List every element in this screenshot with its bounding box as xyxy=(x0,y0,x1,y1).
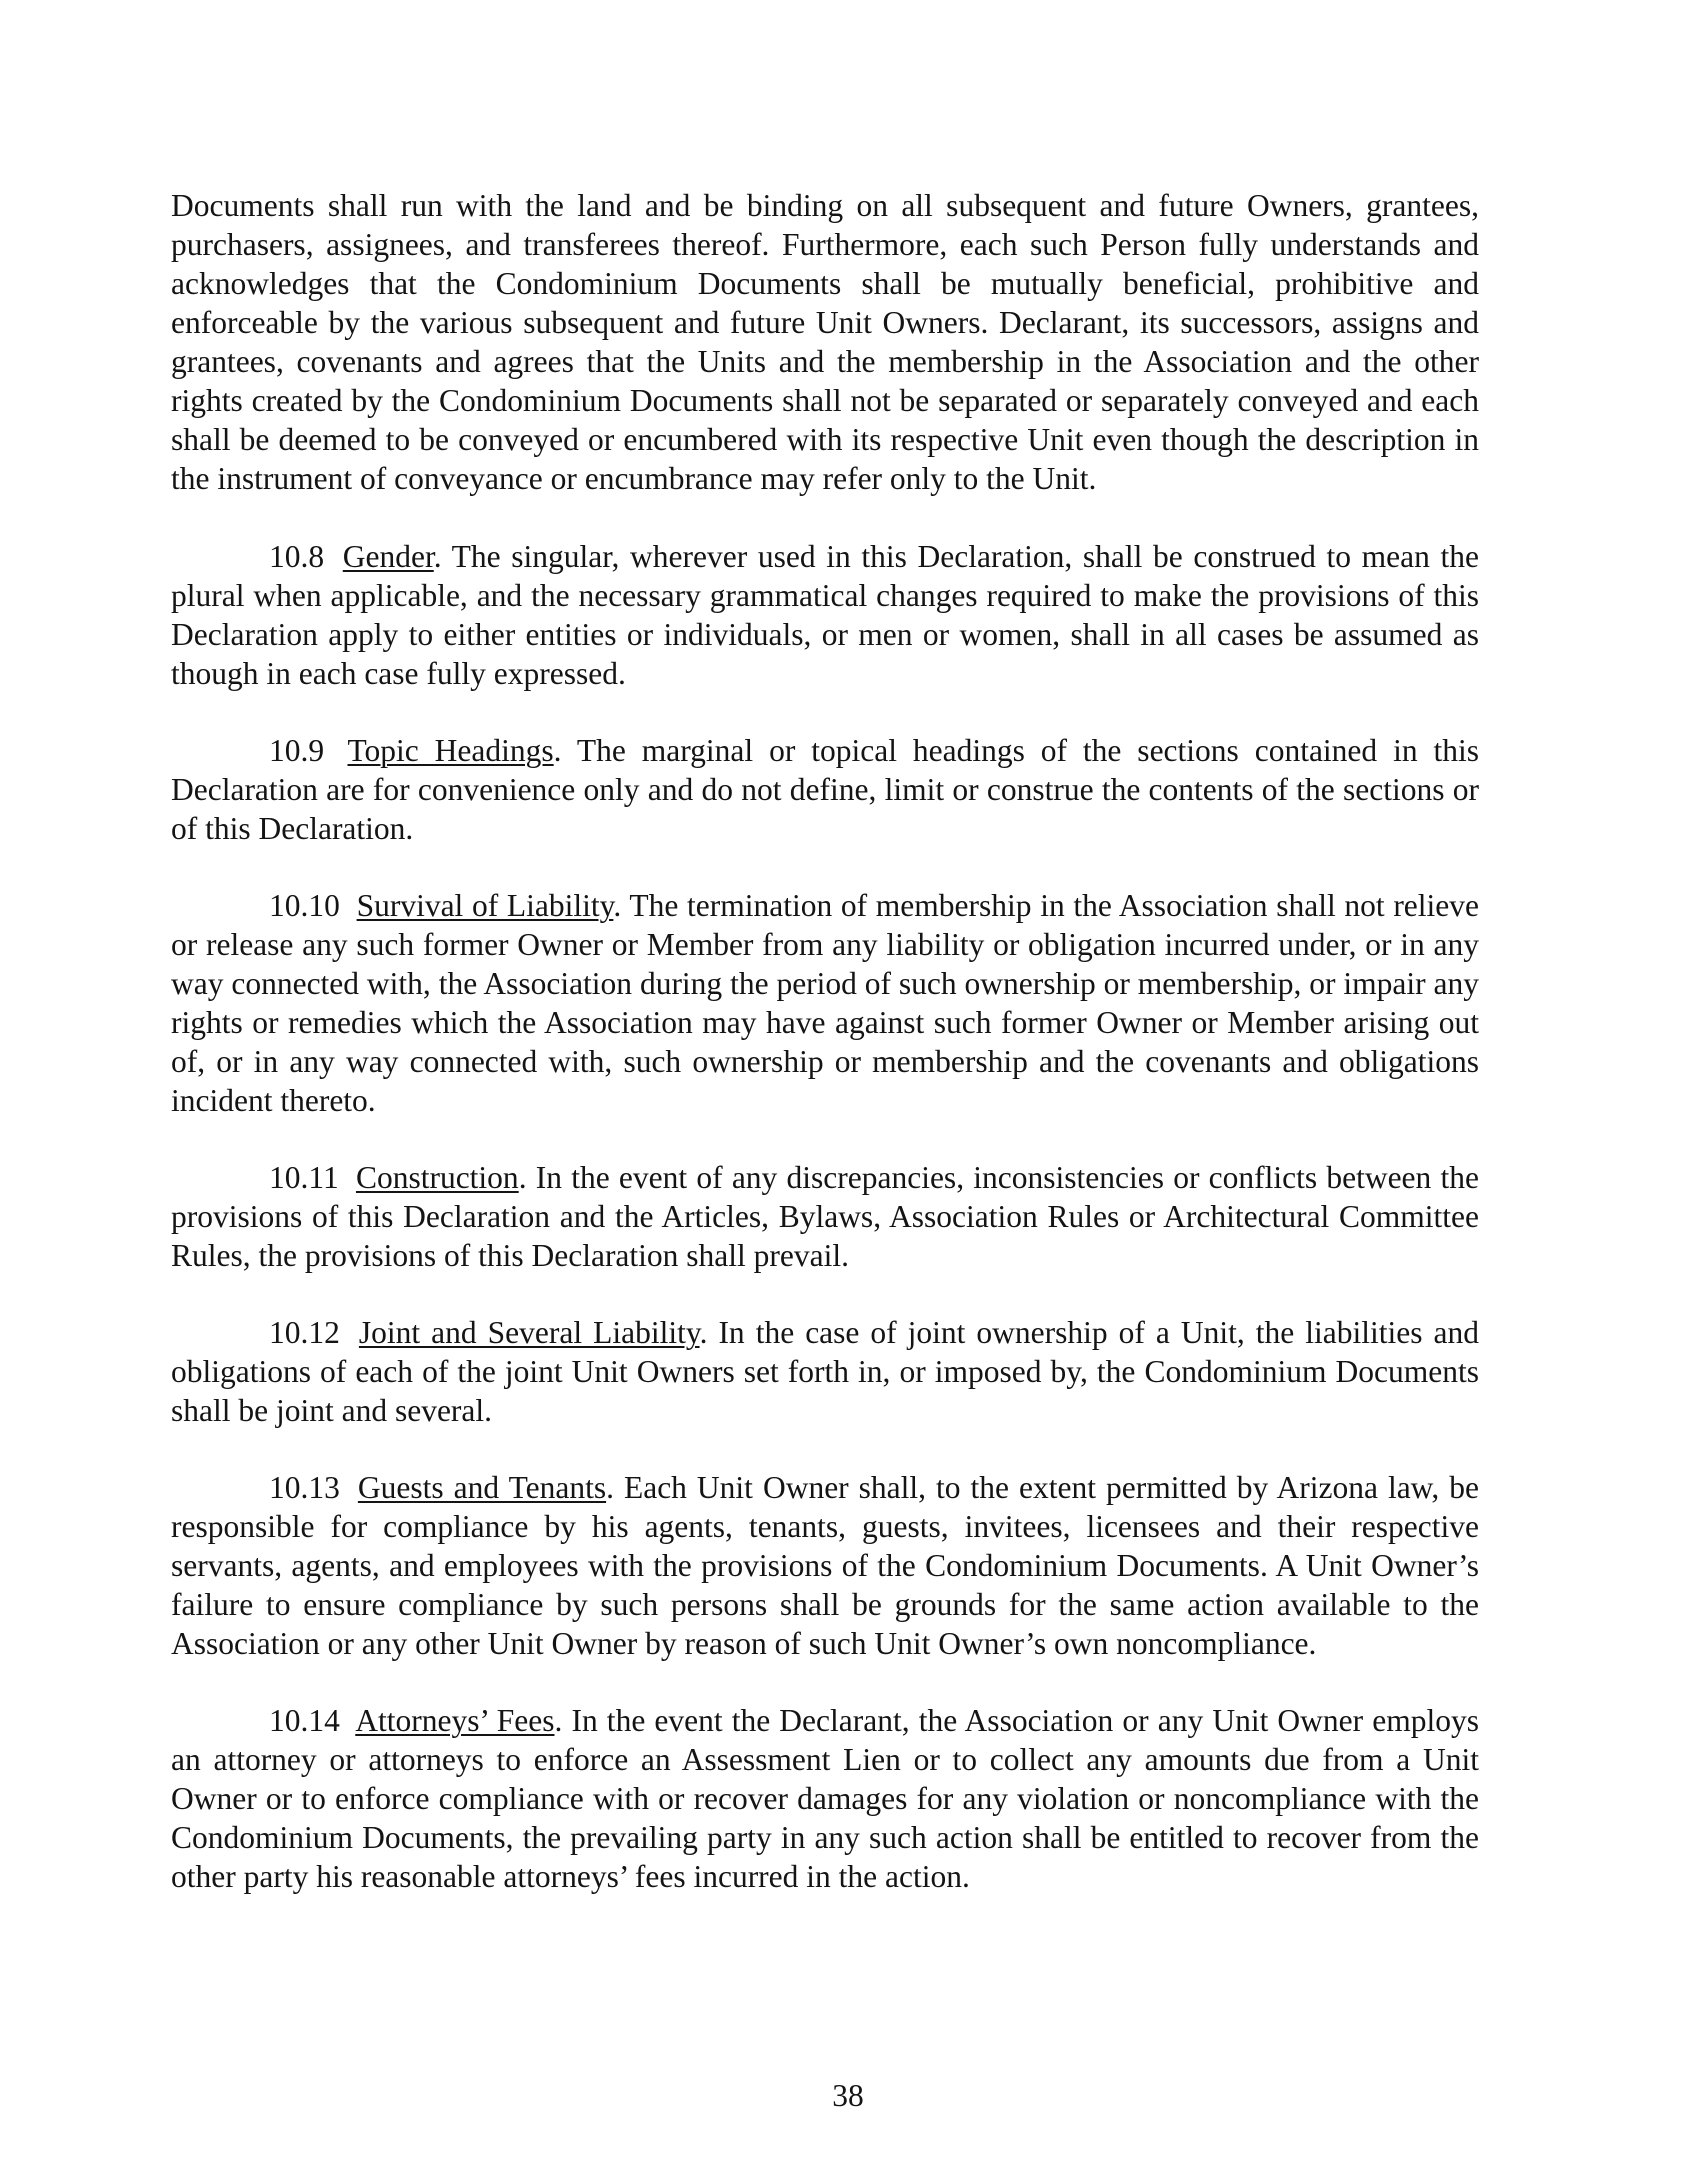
section-10-8 xyxy=(171,537,1479,693)
section-number: 10.13 xyxy=(269,1470,340,1505)
section-10-14 xyxy=(171,1701,1479,1896)
document-body xyxy=(171,186,1479,1934)
section-text: . The termination of membership in the Association shall not relieve or release any such former Owner or Member from any liability or obligation incurred under, or in any way connected with, the Association during the period of such ownership or membership, or impair any rights or remedies which the Association may have against such former Owner or Member arising out of, or in any way connected with, such ownership or membership and the covenants and obligations incident thereto. xyxy=(171,888,1480,1118)
section-number: 10.11 xyxy=(269,1160,339,1195)
section-number: 10.9 xyxy=(269,733,325,768)
section-title: Construction xyxy=(355,1160,519,1195)
section-title: Joint and Several Liability xyxy=(358,1315,700,1350)
section-text: . Each Unit Owner shall, to the extent permitted by Arizona law, be responsible for compliance by his agents, tenants, guests, invitees, licensees and their respective servants, agents, and employees with the provisions of the Condominium Documents. A Unit Owner’s failure to ensure compliance by such persons shall be grounds for the same action available to the Association or any other Unit Owner by reason of such Unit Owner’s own noncompliance. xyxy=(171,1470,1480,1661)
section-text: . In the case of joint ownership of a Unit, the liabilities and obligations of each of the joint Unit Owners set forth in, or imposed by, the Condominium Documents shall be joint and several. xyxy=(171,1315,1479,1428)
section-text: . The marginal or topical headings of the sections contained in this Declaration are for convenience only and do not define, limit or construe the contents of the sections or of this Declaration. xyxy=(171,733,1480,846)
section-text: . In the event the Declarant, the Association or any Unit Owner employs an attorney or attorneys to enforce an Assessment Lien or to collect any amounts due from a Unit Owner or to enforce compliance with or recover damages for any violation or noncompliance with the Condominium Documents, the prevailing party in any such action shall be entitled to recover from the other party his reasonable attorneys’ fees incurred in the action. xyxy=(171,1703,1480,1894)
section-title: Survival of Liability xyxy=(356,888,614,923)
continuation-paragraph: Documents shall run with the land and be binding on all subsequent and future Owners, grantees, purchasers, assignees, and transferees thereof. Furthermore, each such Person fully understands and acknowledges that the Condominium Documents shall be mutually beneficial, prohibitive and enforceable by the various subsequent and future Unit Owners. Declarant, its successors, assigns and grantees, covenants and agrees that the Units and the membership in the Association and the other rights created by the Condominium Documents shall not be separated or separately conveyed and each shall be deemed to be conveyed or encumbered with its respective Unit even though the description in the instrument of conveyance or encumbrance may refer only to the Unit. xyxy=(171,188,1479,496)
section-number: 10.10 xyxy=(269,888,340,923)
section-number: 10.12 xyxy=(269,1315,340,1350)
section-title: Topic Headings xyxy=(347,733,554,768)
section-title: Gender xyxy=(342,539,434,574)
section-10-11 xyxy=(171,1158,1479,1275)
section-10-12 xyxy=(171,1313,1479,1430)
section-10-13 xyxy=(171,1468,1479,1663)
page-number: 38 xyxy=(832,2078,864,2113)
section-10-10 xyxy=(171,886,1479,1120)
section-text: . In the event of any discrepancies, inconsistencies or conflicts between the provisions of this Declaration and the Articles, Bylaws, Association Rules or Architectural Committee Rules, the provisions of this Declaration shall prevail. xyxy=(171,1160,1479,1273)
section-number: 10.8 xyxy=(269,539,325,574)
section-text: . The singular, wherever used in this Declaration, shall be construed to mean the plural when applicable, and the necessary grammatical changes required to make the provisions of this Declaration apply to either entities or individuals, or men or women, shall in all cases be assumed as though in each case fully expressed. xyxy=(171,539,1479,691)
section-title: Attorneys’ Fees xyxy=(355,1703,555,1738)
section-title: Guests and Tenants xyxy=(357,1470,607,1505)
section-number: 10.14 xyxy=(269,1703,340,1738)
section-10-9 xyxy=(171,731,1479,848)
